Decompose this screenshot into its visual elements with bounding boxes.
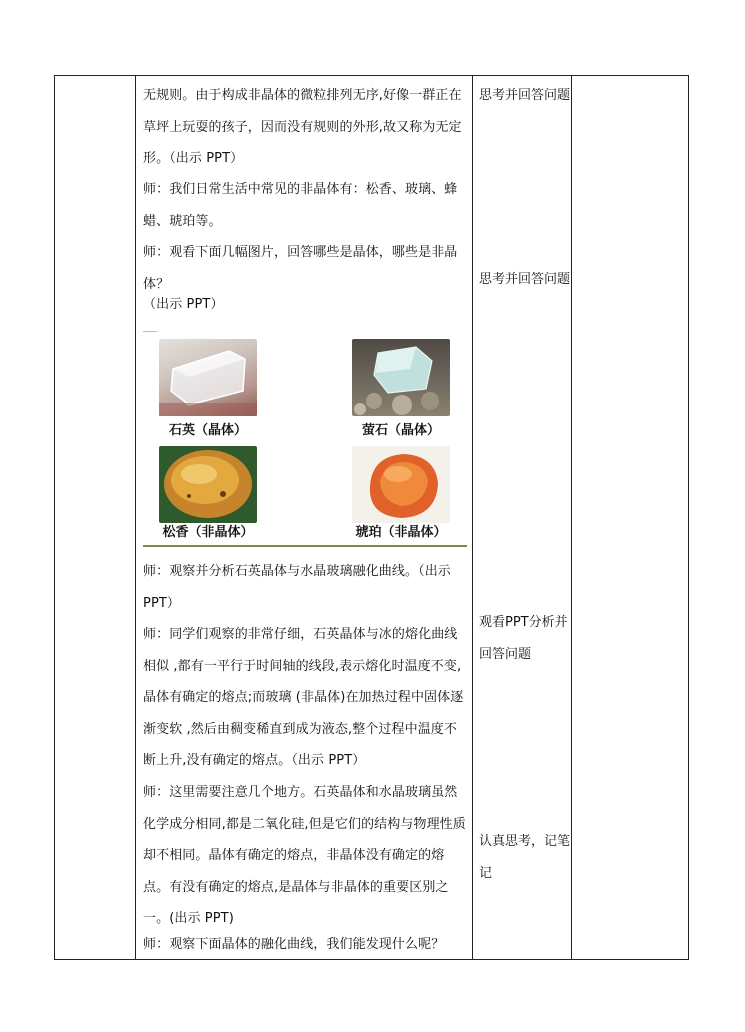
paragraph-picture-question: 师：观看下面几幅图片，回答哪些是晶体，哪些是非晶体？: [143, 245, 458, 292]
crystal-image-grid: [135, 331, 472, 546]
student-activity-note: 认真思考，记笔记: [479, 834, 571, 881]
rosin-photo: [159, 446, 257, 523]
paragraph-amorphous-definition: 无规则。由于构成非晶体的微粒排列无序,好像一群正在草坪上玩耍的孩子，因而没有规则的外形,故又称为无定形。（出示 PPT）: [143, 88, 462, 166]
paragraph-melting-explanation: 师：同学们观察的非常仔细，石英晶体与冰的熔化曲线相似 ,都有一平行于时间轴的线段,表示熔化时温度不变,晶体有确定的熔点;而玻璃 (非晶体)在加热过程中固体逐渐变软 ,然后由稠变稀直到成为液态,整个过程中温度不断上升,没有确定的熔点。（出示 PPT）: [143, 627, 464, 768]
teacher-activity-column: [135, 76, 472, 959]
student-activity-note: 思考并回答问题: [479, 88, 571, 103]
divider-line: [143, 545, 467, 547]
lesson-table: [54, 75, 689, 960]
paragraph-observe-curves: 师：观察并分析石英晶体与水晶玻璃融化曲线。（出示 PPT）: [143, 564, 451, 611]
paragraph-final-question: 师：观察下面晶体的融化曲线，我们能发现什么呢？: [143, 937, 445, 952]
image-caption: 琥珀（非晶体）: [355, 525, 447, 540]
column-divider: [472, 76, 473, 959]
paragraph-notes: 师：这里需要注意几个地方。石英晶体和水晶玻璃虽然化学成分相同,都是二氧化硅,但是它们的结构与物理性质却不相同。晶体有确定的熔点，非晶体没有确定的熔点。有没有确定的熔点,是晶体与非晶体的重要区别之一。(出示 PPT): [143, 785, 466, 926]
quartz-crystal-photo: [159, 339, 257, 416]
student-activity-note: 思考并回答问题: [479, 272, 571, 287]
paragraph-show-ppt: （出示 PPT）: [143, 297, 224, 312]
image-caption: 松香（非晶体）: [162, 525, 254, 540]
column-divider: [571, 76, 572, 959]
student-activity-note: 观看PPT分析并回答问题: [479, 615, 568, 662]
image-caption: 萤石（晶体）: [361, 423, 440, 438]
paragraph-common-amorphous: 师：我们日常生活中常见的非晶体有：松香、玻璃、蜂蜡、琥珀等。: [143, 182, 458, 229]
image-caption: 石英（晶体）: [168, 423, 247, 438]
fluorite-crystal-photo: [352, 339, 450, 416]
amber-photo: [352, 446, 450, 523]
